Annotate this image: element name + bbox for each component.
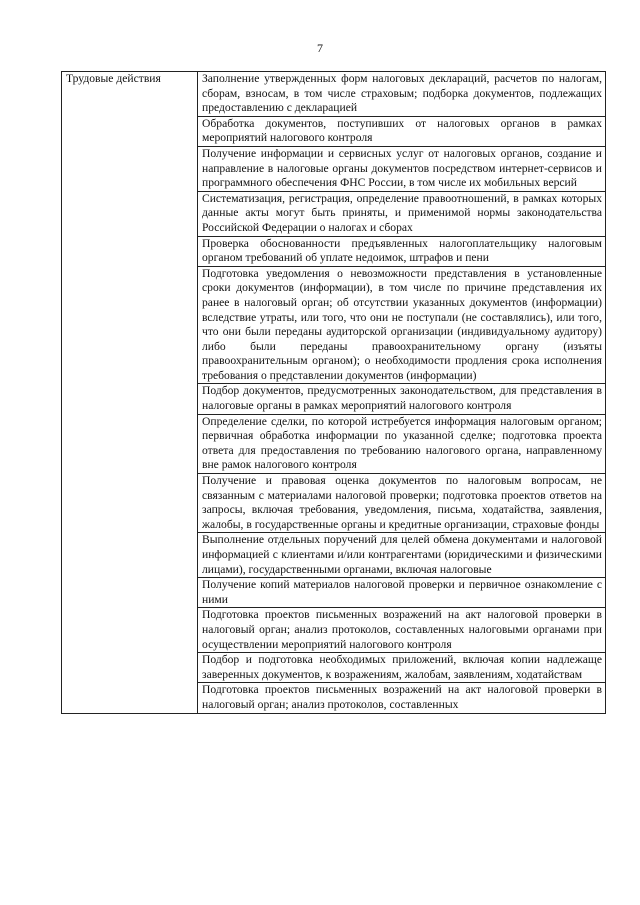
action-cell: Подбор и подготовка необходимых приложений, включая копии надлежаще заверенных документов, к возражениям, жалобам, заявлениям, ходатайствам [198, 653, 606, 683]
action-cell: Проверка обоснованности предъявленных налогоплательщику налоговым органом требований об уплате недоимок, штрафов и пени [198, 236, 606, 266]
labor-actions-table [61, 71, 606, 714]
action-cell: Подготовка проектов письменных возражений на акт налоговой проверки в налоговый орган; анализ протоколов, составленных [198, 683, 606, 713]
action-cell: Получение информации и сервисных услуг от налоговых органов, создание и направление в налоговые органы документов посредством интернет-сервисов и программного обеспечения ФНС России, в том числе их мобильных версий [198, 146, 606, 191]
page-number: 7 [317, 41, 323, 55]
action-cell: Подготовка проектов письменных возражений на акт налоговой проверки в налоговый орган; анализ протоколов, составленных налоговыми органами при осуществлении мероприятий налогового контроля [198, 608, 606, 653]
action-cell: Определение сделки, по которой истребуется информация налоговым органом; первичная обработка информации по указанной сделке; подготовка проекта ответа для предоставления по требованию налогового органа, направленному вне рамок налогового контроля [198, 414, 606, 473]
action-cell: Получение и правовая оценка документов по налоговым вопросам, не связанным с материалами налоговой проверки; подготовка проектов ответов на запросы, включая требования, уведомления, письма, ходатайства, заявления, жалобы, в государственные органы и кредитные организации, страховые фонды [198, 474, 606, 533]
table-row [62, 72, 606, 117]
section-label: Трудовые действия [62, 72, 198, 714]
action-cell: Обработка документов, поступивших от налоговых органов в рамках мероприятий налогового контроля [198, 116, 606, 146]
action-cell: Подготовка уведомления о невозможности представления в установленные сроки документов (информации), в том числе по причине представления их ранее в налоговый орган; об отсутствии указанных документов (информации) вследствие утраты, или того, что они не поступали (не составлялись), или того, что они были переданы аудиторской организации (индивидуальному аудитору) либо были переданы правоохранительному органу (изъяты правоохранительным органом); о необходимости продления срока исполнения требования о представлении документов (информации) [198, 266, 606, 384]
action-cell: Получение копий материалов налоговой проверки и первичное ознакомление с ними [198, 578, 606, 608]
action-cell: Систематизация, регистрация, определение правоотношений, в рамках которых данные акты могут быть приняты, и применимой нормы законодательства Российской Федерации о налогах и сборах [198, 191, 606, 236]
action-cell: Подбор документов, предусмотренных законодательством, для представления в налоговые органы в рамках мероприятий налогового контроля [198, 384, 606, 414]
action-cell: Выполнение отдельных поручений для целей обмена документами и налоговой информацией с клиентами и/или контрагентами (юридическими и физическими лицами), государственными органами, включая налоговые [198, 533, 606, 578]
action-cell: Заполнение утвержденных форм налоговых деклараций, расчетов по налогам, сборам, взносам, в том числе страховым; подборка документов, подлежащих предоставлению с декларацией [198, 72, 606, 117]
